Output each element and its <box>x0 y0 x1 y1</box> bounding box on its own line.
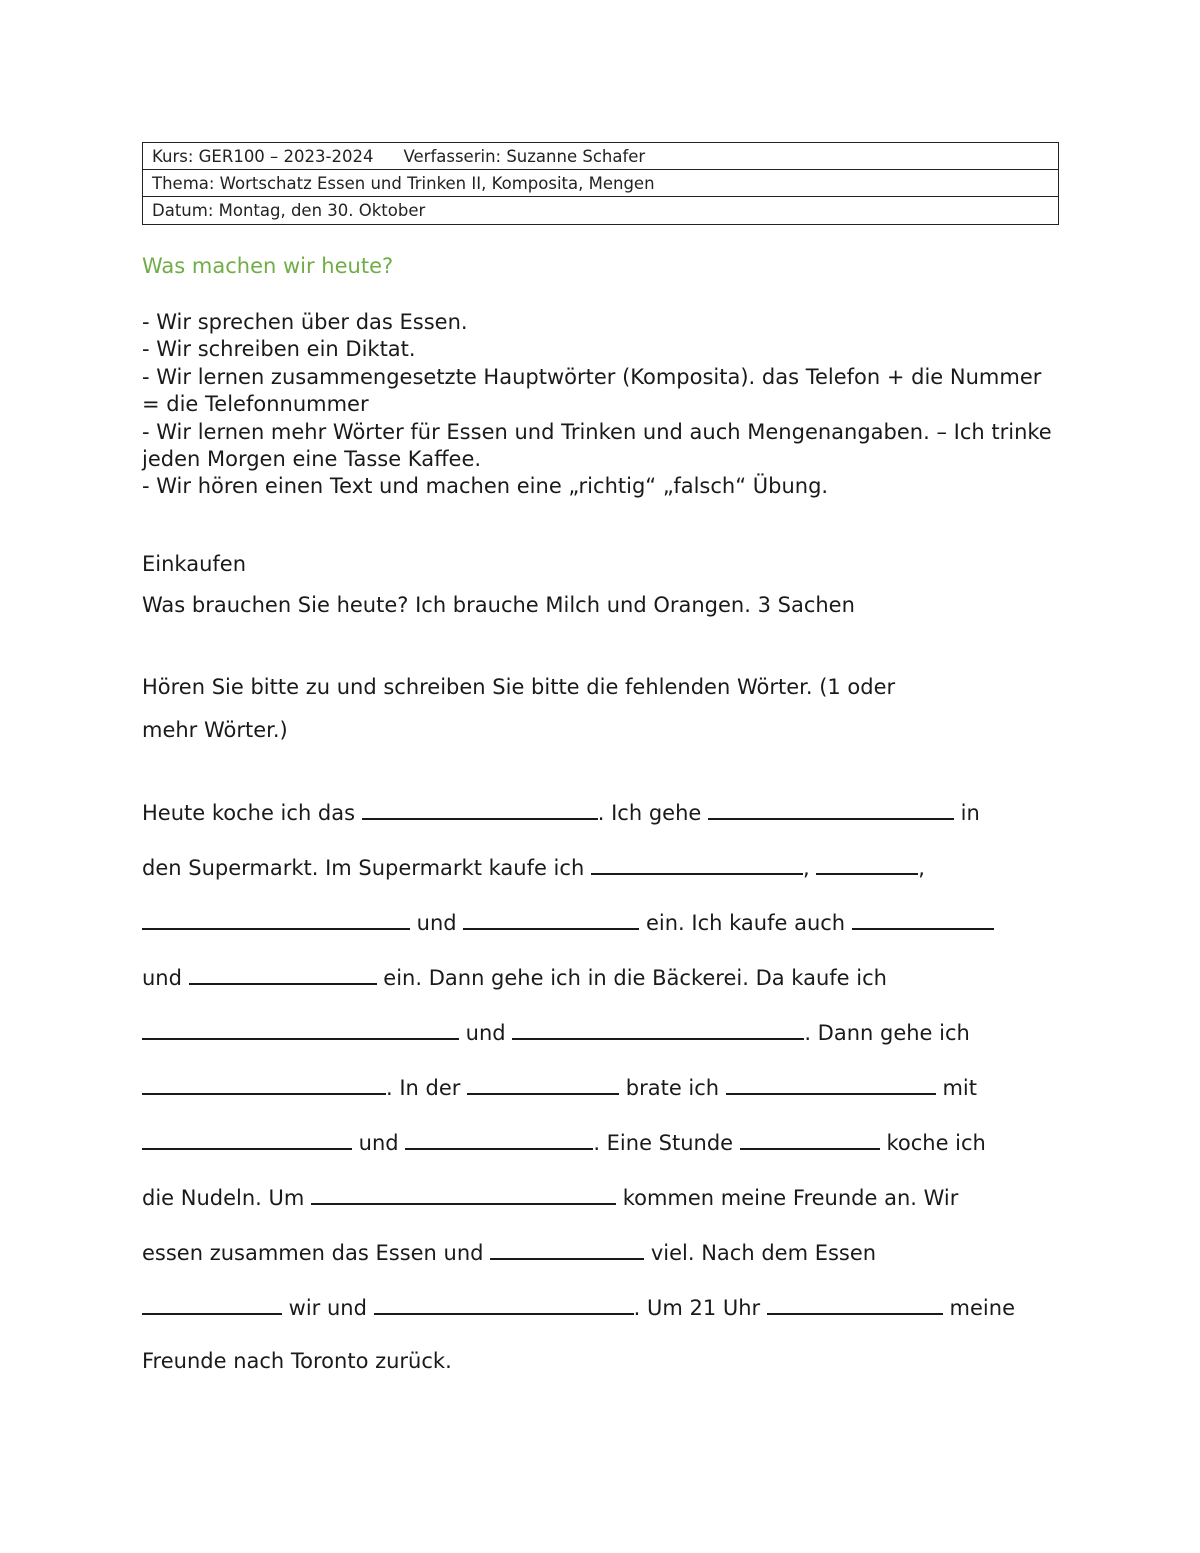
agenda-item: - Wir lernen zusammengesetzte Hauptwörter (Komposita). das Telefon + die Nummer = die Telefonnummer <box>142 364 1042 417</box>
fill-blank[interactable] <box>767 1289 943 1315</box>
fill-blank[interactable] <box>374 1289 634 1315</box>
cloze-line <box>142 1179 1059 1234</box>
shopping-question: Was brauchen Sie heute? Ich brauche Milch und Orangen. 3 Sachen <box>142 593 855 617</box>
course-label: Kurs: GER100 – 2023-2024 <box>152 147 374 166</box>
cloze-text-fragment: ein. Dann gehe ich in die Bäckerei. Da kaufe ich <box>376 966 887 990</box>
fill-blank[interactable] <box>726 1069 936 1095</box>
agenda-item: - Wir schreiben ein Diktat. <box>142 337 416 362</box>
cloze-line <box>142 1069 1059 1124</box>
agenda-item: - Wir sprechen über das Essen. <box>142 310 468 334</box>
fill-blank[interactable] <box>142 1289 282 1315</box>
agenda-item: - Wir hören einen Text und machen eine „richtig“ „falsch“ Übung. <box>142 474 829 499</box>
agenda-list <box>142 309 1059 501</box>
section-heading: Was machen wir heute? <box>142 254 394 278</box>
shopping-title: Einkaufen <box>142 552 247 576</box>
fill-blank[interactable] <box>852 904 994 930</box>
fill-blank[interactable] <box>463 904 639 930</box>
cloze-text-fragment: koche ich <box>879 1131 986 1155</box>
header-row-course <box>143 143 1058 170</box>
fill-blank[interactable] <box>189 959 377 985</box>
header-row-topic <box>143 170 1058 197</box>
cloze-text-fragment: kommen meine Freunde an. Wir <box>616 1186 959 1210</box>
cloze-text-fragment: viel. Nach dem Essen <box>644 1241 877 1265</box>
cloze-line <box>142 849 1059 904</box>
fill-blank[interactable] <box>708 794 954 820</box>
topic-label: Thema: Wortschatz Essen und Trinken II, Komposita, Mengen <box>152 174 655 193</box>
cloze-line <box>142 904 1059 959</box>
cloze-text-fragment: mit <box>935 1076 977 1100</box>
cloze-text-fragment: essen zusammen das Essen und <box>142 1241 491 1265</box>
cloze-text-fragment: und <box>142 966 189 990</box>
cloze-line <box>142 1344 1059 1399</box>
cloze-line <box>142 794 1059 849</box>
author-label: Verfasserin: Suzanne Schafer <box>403 147 646 166</box>
date-label: Datum: Montag, den 30. Oktober <box>152 201 426 220</box>
fill-blank[interactable] <box>405 1124 593 1150</box>
fill-blank[interactable] <box>142 1014 459 1040</box>
cloze-line <box>142 1014 1059 1069</box>
cloze-text-fragment: Freunde nach Toronto zurück. <box>142 1349 452 1373</box>
cloze-text-fragment: Heute koche ich das <box>142 801 362 825</box>
cloze-text-fragment: . Ich gehe <box>597 801 708 825</box>
cloze-text-fragment: und <box>410 911 464 935</box>
instructions-line-2: mehr Wörter.) <box>142 718 288 742</box>
fill-blank[interactable] <box>490 1234 644 1260</box>
instructions-line-1: Hören Sie bitte zu und schreiben Sie bitte die fehlenden Wörter. (1 oder <box>142 675 896 699</box>
agenda-item: - Wir lernen mehr Wörter für Essen und Trinken und auch Mengenangaben. – Ich trinke jeden Morgen eine Tasse Kaffee. <box>142 419 1052 472</box>
cloze-text-fragment: brate ich <box>619 1076 726 1100</box>
header-table <box>142 142 1059 225</box>
fill-blank[interactable] <box>591 849 803 875</box>
cloze-text-fragment: und <box>459 1021 513 1045</box>
header-row-date <box>143 197 1058 224</box>
cloze-text-fragment: in <box>953 801 980 825</box>
cloze-text-fragment: , <box>802 856 817 880</box>
cloze-text-fragment: den Supermarkt. Im Supermarkt kaufe ich <box>142 856 591 880</box>
fill-blank[interactable] <box>467 1069 619 1095</box>
cloze-text-fragment: meine <box>942 1296 1015 1320</box>
cloze-line <box>142 1124 1059 1179</box>
fill-blank[interactable] <box>816 849 918 875</box>
fill-blank[interactable] <box>142 904 410 930</box>
cloze-text-fragment: , <box>918 856 925 880</box>
cloze-text-fragment: . Eine Stunde <box>593 1131 740 1155</box>
fill-blank[interactable] <box>362 794 598 820</box>
cloze-line <box>142 1289 1059 1344</box>
fill-blank[interactable] <box>740 1124 880 1150</box>
cloze-text-fragment: . Um 21 Uhr <box>633 1296 767 1320</box>
cloze-line <box>142 1234 1059 1289</box>
worksheet-page <box>142 142 1059 1373</box>
cloze-text-fragment: wir und <box>282 1296 374 1320</box>
cloze-text-fragment: die Nudeln. Um <box>142 1186 312 1210</box>
cloze-text-fragment: . Dann gehe ich <box>804 1021 970 1045</box>
cloze-text <box>142 794 1059 1399</box>
fill-blank[interactable] <box>512 1014 804 1040</box>
fill-blank[interactable] <box>142 1069 386 1095</box>
cloze-text-fragment: . In der <box>386 1076 468 1100</box>
fill-blank[interactable] <box>142 1124 352 1150</box>
cloze-text-fragment: ein. Ich kaufe auch <box>639 911 852 935</box>
cloze-line <box>142 959 1059 1014</box>
cloze-text-fragment: und <box>352 1131 406 1155</box>
fill-blank[interactable] <box>311 1179 616 1205</box>
